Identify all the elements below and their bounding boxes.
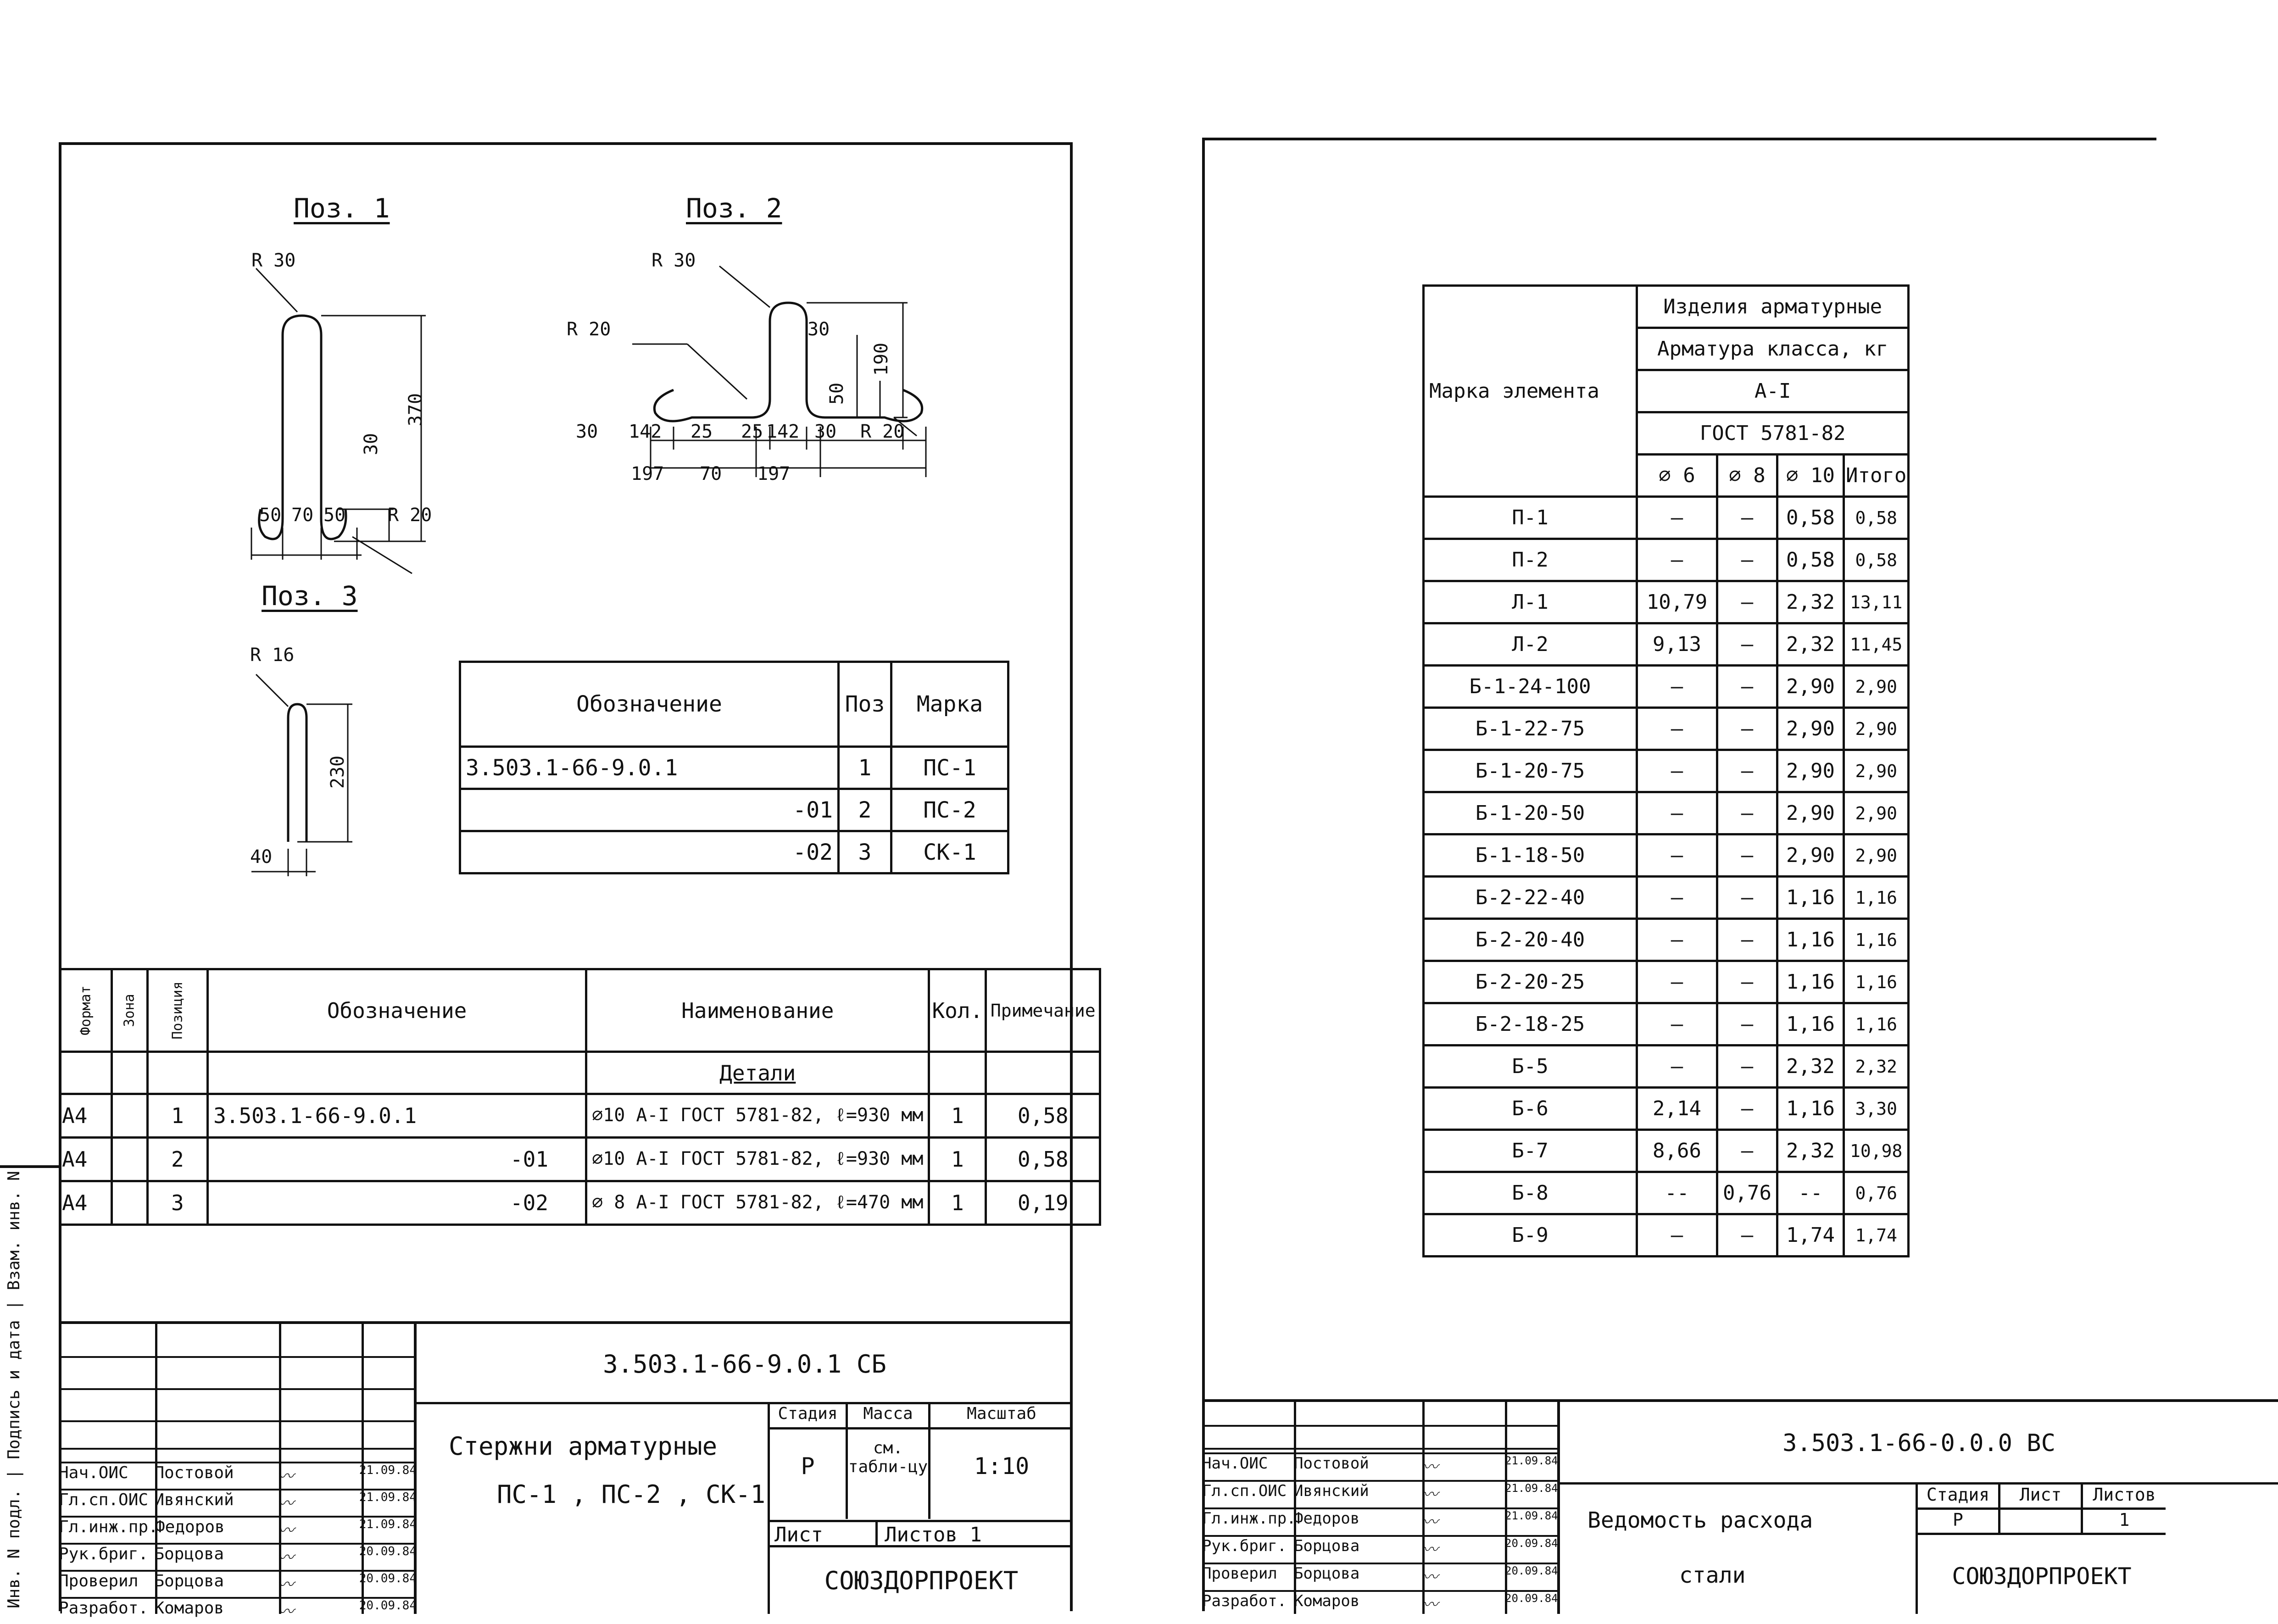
spec-designation-3: -02 bbox=[208, 1181, 586, 1225]
pos3-title: Поз. 3 bbox=[262, 580, 358, 612]
table-row: Проверил Борцова 〰 20.09.84 bbox=[1202, 1563, 1560, 1590]
pos-number-3: 3 bbox=[839, 831, 891, 873]
element-mark: Б-1-24-100 bbox=[1424, 666, 1637, 708]
cell-d8: — bbox=[1717, 961, 1777, 1003]
table-row: Нач.ОИС Постовой 〰 21.09.84 bbox=[59, 1462, 417, 1489]
cell-d8: — bbox=[1717, 834, 1777, 877]
cell-d6: — bbox=[1637, 539, 1717, 581]
title-block-2 bbox=[1202, 1399, 2278, 1614]
cell-d8: — bbox=[1717, 666, 1777, 708]
cell-total: 2,32 bbox=[1844, 1046, 1908, 1088]
spec-header-format: Формат bbox=[78, 985, 94, 1035]
cell-d10: -- bbox=[1777, 1172, 1844, 1214]
table-row bbox=[1424, 919, 1909, 961]
pos2-title: Поз. 2 bbox=[686, 193, 782, 224]
cell-total: 0,58 bbox=[1844, 539, 1908, 581]
signature: 〰 bbox=[1422, 1568, 1438, 1586]
pos1-w3: 50 bbox=[323, 505, 346, 526]
element-mark: П-1 bbox=[1424, 497, 1637, 539]
cell-total: 0,58 bbox=[1844, 497, 1908, 539]
pos2-r-top: R 30 bbox=[652, 250, 696, 271]
element-mark: Б-9 bbox=[1424, 1214, 1637, 1257]
table-row: Разработ. Комаров 〰 20.09.84 bbox=[59, 1597, 417, 1624]
sheet-label-1: Лист bbox=[774, 1523, 823, 1546]
table-row bbox=[1424, 623, 1909, 666]
pos2-d50: 50 bbox=[826, 382, 848, 405]
side-stamp-label: Инв. N подл. | Подпись и дата | Взам. инв. N bbox=[5, 1171, 23, 1608]
element-mark: Б-8 bbox=[1424, 1172, 1637, 1214]
spec-header-position: Позиция bbox=[169, 981, 186, 1040]
cell-d10: 1,16 bbox=[1777, 1003, 1844, 1046]
pos1-hook: 30 bbox=[361, 433, 382, 456]
table-row bbox=[1424, 1130, 1909, 1172]
element-mark: Б-1-20-50 bbox=[1424, 792, 1637, 834]
table-row: Гл.инж.пр. Федоров 〰 21.09.84 bbox=[59, 1516, 417, 1543]
table-row bbox=[60, 1181, 1100, 1225]
cell-total: 1,16 bbox=[1844, 919, 1908, 961]
header-products: Изделия арматурные bbox=[1637, 286, 1909, 328]
pos-number-2: 2 bbox=[839, 789, 891, 831]
spec-header-note: Примечание bbox=[986, 969, 1100, 1052]
table-row bbox=[460, 831, 1008, 873]
element-mark: Б-2-22-40 bbox=[1424, 877, 1637, 919]
cell-d6: — bbox=[1637, 792, 1717, 834]
cell-d6: — bbox=[1637, 1003, 1717, 1046]
cell-d8: — bbox=[1717, 792, 1777, 834]
element-mark: П-2 bbox=[1424, 539, 1637, 581]
spec-position-1: 1 bbox=[147, 1094, 207, 1138]
position-table bbox=[459, 661, 1009, 874]
cell-d8: — bbox=[1717, 539, 1777, 581]
cell-total: 13,11 bbox=[1844, 581, 1908, 623]
element-mark: Б-7 bbox=[1424, 1130, 1637, 1172]
stage-label-2: Стадия bbox=[1918, 1485, 2000, 1510]
table-row bbox=[1424, 1172, 1909, 1214]
cell-d10: 2,90 bbox=[1777, 750, 1844, 792]
cell-d10: 0,58 bbox=[1777, 497, 1844, 539]
signature: 〰 bbox=[277, 1548, 294, 1567]
cell-total: 0,76 bbox=[1844, 1172, 1908, 1214]
cell-d6: 2,14 bbox=[1637, 1088, 1717, 1130]
steel-consumption-table bbox=[1422, 284, 1910, 1257]
pos2-r-left: R 20 bbox=[567, 319, 611, 340]
cell-d10: 1,16 bbox=[1777, 877, 1844, 919]
signature-table-1 bbox=[59, 1462, 417, 1624]
cell-total: 1,74 bbox=[1844, 1214, 1908, 1257]
cell-d8: — bbox=[1717, 1088, 1777, 1130]
table-row: Рук.бриг. Борцова 〰 20.09.84 bbox=[59, 1543, 417, 1570]
element-mark: Б-1-20-75 bbox=[1424, 750, 1637, 792]
signature: 〰 bbox=[277, 1575, 294, 1594]
pos1-title: Поз. 1 bbox=[294, 193, 390, 224]
pos-mark-3: СК-1 bbox=[891, 831, 1008, 873]
sheet-2-frame-top bbox=[1202, 138, 2156, 140]
spec-designation-1: 3.503.1-66-9.0.1 bbox=[208, 1094, 586, 1138]
mark-header: Марка элемента bbox=[1424, 286, 1637, 497]
doc-title-line2: ПС-1 , ПС-2 , СК-1 bbox=[497, 1480, 766, 1509]
specification-table bbox=[59, 968, 1101, 1226]
table-row bbox=[1424, 1003, 1909, 1046]
cell-d8: — bbox=[1717, 1003, 1777, 1046]
table-row bbox=[1424, 1088, 1909, 1130]
doc-code-1: 3.503.1-66-9.0.1 СБ bbox=[417, 1324, 1073, 1404]
doc-title2-line1: Ведомость расхода bbox=[1587, 1507, 1813, 1533]
spec-name-1: ⌀10 А-I ГОСТ 5781-82, ℓ=930 мм bbox=[586, 1094, 929, 1138]
cell-d10: 2,32 bbox=[1777, 623, 1844, 666]
cell-d10: 2,90 bbox=[1777, 666, 1844, 708]
side-stamp-strip bbox=[0, 1165, 61, 1611]
cell-d10: 2,90 bbox=[1777, 708, 1844, 750]
table-row bbox=[1424, 539, 1909, 581]
cell-d10: 1,74 bbox=[1777, 1214, 1844, 1257]
spec-header-name: Наименование bbox=[586, 969, 929, 1052]
spec-qty-1: 1 bbox=[929, 1094, 986, 1138]
cell-total: 11,45 bbox=[1844, 623, 1908, 666]
element-mark: Б-1-22-75 bbox=[1424, 708, 1637, 750]
spec-note-2: 0,58 bbox=[986, 1138, 1100, 1181]
element-mark: Л-2 bbox=[1424, 623, 1637, 666]
cell-d6: — bbox=[1637, 1214, 1717, 1257]
table-row bbox=[1424, 666, 1909, 708]
col-total: Итого bbox=[1844, 455, 1908, 497]
table-row bbox=[1424, 581, 1909, 623]
doc-title2-line2: стали bbox=[1679, 1563, 1746, 1588]
mass-label-1: Масса bbox=[848, 1404, 930, 1429]
signature: 〰 bbox=[277, 1521, 294, 1540]
table-row bbox=[1424, 1214, 1909, 1257]
pos1-r-top: R 30 bbox=[251, 250, 296, 271]
sheets-label-2: Листов bbox=[2083, 1485, 2166, 1510]
cell-d10: 2,32 bbox=[1777, 1130, 1844, 1172]
pos2-d190: 190 bbox=[871, 342, 892, 376]
signature: 〰 bbox=[1422, 1513, 1438, 1531]
cell-d10: 2,32 bbox=[1777, 1046, 1844, 1088]
cell-d8: — bbox=[1717, 750, 1777, 792]
element-mark: Б-2-20-25 bbox=[1424, 961, 1637, 1003]
table-row: Нач.ОИС Постовой 〰 21.09.84 bbox=[1202, 1452, 1560, 1480]
table-row: Разработ. Комаров 〰 20.09.84 bbox=[1202, 1590, 1560, 1618]
signature-table-2 bbox=[1202, 1452, 1560, 1618]
scale-label-1: Масштаб bbox=[930, 1404, 1073, 1429]
spec-format-3: А4 bbox=[60, 1181, 112, 1225]
cell-d8: — bbox=[1717, 623, 1777, 666]
signature: 〰 bbox=[1422, 1541, 1438, 1559]
col-d6: ⌀ 6 bbox=[1637, 455, 1717, 497]
doc-code-2: 3.503.1-66-0.0.0 ВС bbox=[1560, 1402, 2278, 1485]
cell-d6: 9,13 bbox=[1637, 623, 1717, 666]
cell-total: 1,16 bbox=[1844, 877, 1908, 919]
col-d10: ⌀ 10 bbox=[1777, 455, 1844, 497]
cell-d6: — bbox=[1637, 877, 1717, 919]
pos2-dim-197b: 197 bbox=[757, 463, 791, 484]
spec-name-2: ⌀10 А-I ГОСТ 5781-82, ℓ=930 мм bbox=[586, 1138, 929, 1181]
pos2-dim-70: 70 bbox=[700, 463, 722, 484]
table-row bbox=[460, 789, 1008, 831]
cell-d8: 0,76 bbox=[1717, 1172, 1777, 1214]
doc-title-line1: Стержни арматурные bbox=[449, 1432, 718, 1461]
table-row: Гл.сп.ОИС Ивянский 〰 21.09.84 bbox=[1202, 1480, 1560, 1507]
cell-d8: — bbox=[1717, 497, 1777, 539]
table-row bbox=[1424, 961, 1909, 1003]
cell-d8: — bbox=[1717, 1046, 1777, 1088]
cell-d6: — bbox=[1637, 1046, 1717, 1088]
table-row bbox=[1424, 497, 1909, 539]
cell-d6: — bbox=[1637, 666, 1717, 708]
stage-value-2: Р bbox=[1918, 1510, 2000, 1535]
pos3-r-top: R 16 bbox=[250, 645, 295, 666]
table-row: Гл.сп.ОИС Ивянский 〰 21.09.84 bbox=[59, 1489, 417, 1516]
spec-format-2: А4 bbox=[60, 1138, 112, 1181]
pos2-dim-30a: 30 bbox=[576, 421, 598, 442]
spec-note-3: 0,19 bbox=[986, 1181, 1100, 1225]
cell-d6: -- bbox=[1637, 1172, 1717, 1214]
cell-d8: — bbox=[1717, 1130, 1777, 1172]
table-row bbox=[460, 747, 1008, 789]
spec-header-qty: Кол. bbox=[929, 969, 986, 1052]
table-row bbox=[1424, 1046, 1909, 1088]
pos-mark-1: ПС-1 bbox=[891, 747, 1008, 789]
element-mark: Л-1 bbox=[1424, 581, 1637, 623]
sheets-label-1: Листов 1 bbox=[885, 1523, 982, 1546]
spec-name-3: ⌀ 8 А-I ГОСТ 5781-82, ℓ=470 мм bbox=[586, 1181, 929, 1225]
stage-label-1: Стадия bbox=[770, 1404, 848, 1429]
col-d8: ⌀ 8 bbox=[1717, 455, 1777, 497]
sheet-2-frame-left bbox=[1202, 138, 1205, 1611]
pos2-dim-30b: 30 bbox=[814, 421, 837, 442]
cell-total: 2,90 bbox=[1844, 834, 1908, 877]
table-row bbox=[1424, 877, 1909, 919]
element-mark: Б-2-20-40 bbox=[1424, 919, 1637, 961]
cell-d10: 2,90 bbox=[1777, 834, 1844, 877]
element-mark: Б-1-18-50 bbox=[1424, 834, 1637, 877]
cell-d8: — bbox=[1717, 581, 1777, 623]
cell-d10: 1,16 bbox=[1777, 961, 1844, 1003]
cell-total: 2,90 bbox=[1844, 792, 1908, 834]
spec-section-details: Детали bbox=[586, 1052, 929, 1094]
signature: 〰 bbox=[1422, 1485, 1438, 1504]
doc-title-1 bbox=[417, 1404, 770, 1614]
mass-value-1: см. табли-цу bbox=[848, 1429, 930, 1519]
pos-designation-1: 3.503.1-66-9.0.1 bbox=[460, 747, 839, 789]
header-rebar-class: Арматура класса, кг bbox=[1637, 328, 1909, 370]
pos3-rebar-shape bbox=[288, 704, 306, 842]
spec-header-zone: Зона bbox=[122, 994, 138, 1027]
cell-d8: — bbox=[1717, 919, 1777, 961]
table-row bbox=[1424, 750, 1909, 792]
cell-d6: — bbox=[1637, 919, 1717, 961]
signature: 〰 bbox=[277, 1494, 294, 1513]
table-row bbox=[1424, 708, 1909, 750]
spec-designation-2: -01 bbox=[208, 1138, 586, 1181]
cell-d6: — bbox=[1637, 834, 1717, 877]
cell-total: 1,16 bbox=[1844, 961, 1908, 1003]
cell-d10: 1,16 bbox=[1777, 1088, 1844, 1130]
spec-header-designation: Обозначение bbox=[208, 969, 586, 1052]
cell-total: 2,90 bbox=[1844, 750, 1908, 792]
pos-designation-2: -01 bbox=[460, 789, 839, 831]
spec-note-1: 0,58 bbox=[986, 1094, 1100, 1138]
element-mark: Б-2-18-25 bbox=[1424, 1003, 1637, 1046]
pos-designation-3: -02 bbox=[460, 831, 839, 873]
cell-total: 10,98 bbox=[1844, 1130, 1908, 1172]
table-row: Рук.бриг. Борцова 〰 20.09.84 bbox=[1202, 1535, 1560, 1563]
spec-position-3: 3 bbox=[147, 1181, 207, 1225]
spec-qty-3: 1 bbox=[929, 1181, 986, 1225]
table-row bbox=[1424, 834, 1909, 877]
table-row bbox=[60, 1094, 1100, 1138]
pos-number-1: 1 bbox=[839, 747, 891, 789]
pos-table-header-mark: Марка bbox=[891, 662, 1008, 747]
sheet-label-2: Лист bbox=[2000, 1485, 2083, 1510]
pos-mark-2: ПС-2 bbox=[891, 789, 1008, 831]
cell-d6: — bbox=[1637, 961, 1717, 1003]
cell-d8: — bbox=[1717, 708, 1777, 750]
org-name-1: СОЮЗДОРПРОЕКТ bbox=[824, 1566, 1019, 1595]
pos2-dim-142b: 142 bbox=[766, 421, 800, 442]
pos1-w2: 70 bbox=[291, 505, 314, 526]
pos2-dim-197a: 197 bbox=[631, 463, 664, 484]
header-gost: ГОСТ 5781-82 bbox=[1637, 412, 1909, 455]
cell-total: 2,90 bbox=[1844, 666, 1908, 708]
pos-table-header-pos: Поз bbox=[839, 662, 891, 747]
signature: 〰 bbox=[1422, 1596, 1438, 1614]
signature: 〰 bbox=[277, 1467, 294, 1486]
cell-d10: 0,58 bbox=[1777, 539, 1844, 581]
pos2-r-right: R 20 bbox=[860, 421, 905, 442]
table-row bbox=[60, 1138, 1100, 1181]
cell-total: 2,90 bbox=[1844, 708, 1908, 750]
title-block-1 bbox=[59, 1321, 1073, 1621]
table-row: Проверил Борцова 〰 20.09.84 bbox=[59, 1570, 417, 1597]
table-row bbox=[1424, 792, 1909, 834]
cell-d6: 8,66 bbox=[1637, 1130, 1717, 1172]
pos1-w1: 50 bbox=[259, 505, 282, 526]
cell-total: 3,30 bbox=[1844, 1088, 1908, 1130]
pos2-dim-25a: 25 bbox=[691, 421, 713, 442]
pos2-dim-142a: 142 bbox=[629, 421, 662, 442]
element-mark: Б-6 bbox=[1424, 1088, 1637, 1130]
pos-table-header-designation: Обозначение bbox=[460, 662, 839, 747]
pos2-d30-top: 30 bbox=[808, 319, 830, 340]
table-row: Гл.инж.пр. Федоров 〰 21.09.84 bbox=[1202, 1507, 1560, 1535]
cell-d6: 10,79 bbox=[1637, 581, 1717, 623]
cell-total: 1,16 bbox=[1844, 1003, 1908, 1046]
pos1-r-bottom: R 20 bbox=[388, 505, 432, 526]
pos3-width: 40 bbox=[250, 846, 273, 868]
cell-d6: — bbox=[1637, 750, 1717, 792]
cell-d10: 2,90 bbox=[1777, 792, 1844, 834]
sheets-value-2: 1 bbox=[2083, 1510, 2166, 1535]
cell-d6: — bbox=[1637, 708, 1717, 750]
cell-d8: — bbox=[1717, 1214, 1777, 1257]
cell-d6: — bbox=[1637, 497, 1717, 539]
spec-format-1: А4 bbox=[60, 1094, 112, 1138]
spec-qty-2: 1 bbox=[929, 1138, 986, 1181]
pos1-height: 370 bbox=[405, 393, 427, 427]
scale-value-1: 1:10 bbox=[974, 1453, 1030, 1479]
cell-d8: — bbox=[1717, 877, 1777, 919]
cell-d10: 1,16 bbox=[1777, 919, 1844, 961]
stage-value-1: Р bbox=[770, 1429, 848, 1519]
element-mark: Б-5 bbox=[1424, 1046, 1637, 1088]
pos2-dim-25b: 25 bbox=[741, 421, 763, 442]
signature: 〰 bbox=[1422, 1458, 1438, 1476]
signature: 〰 bbox=[277, 1602, 294, 1621]
org-name-2: СОЮЗДОРПРОЕКТ bbox=[1952, 1563, 2132, 1590]
spec-position-2: 2 bbox=[147, 1138, 207, 1181]
cell-d10: 2,32 bbox=[1777, 581, 1844, 623]
pos3-height: 230 bbox=[327, 755, 349, 789]
header-class-a1: А-I bbox=[1637, 370, 1909, 412]
